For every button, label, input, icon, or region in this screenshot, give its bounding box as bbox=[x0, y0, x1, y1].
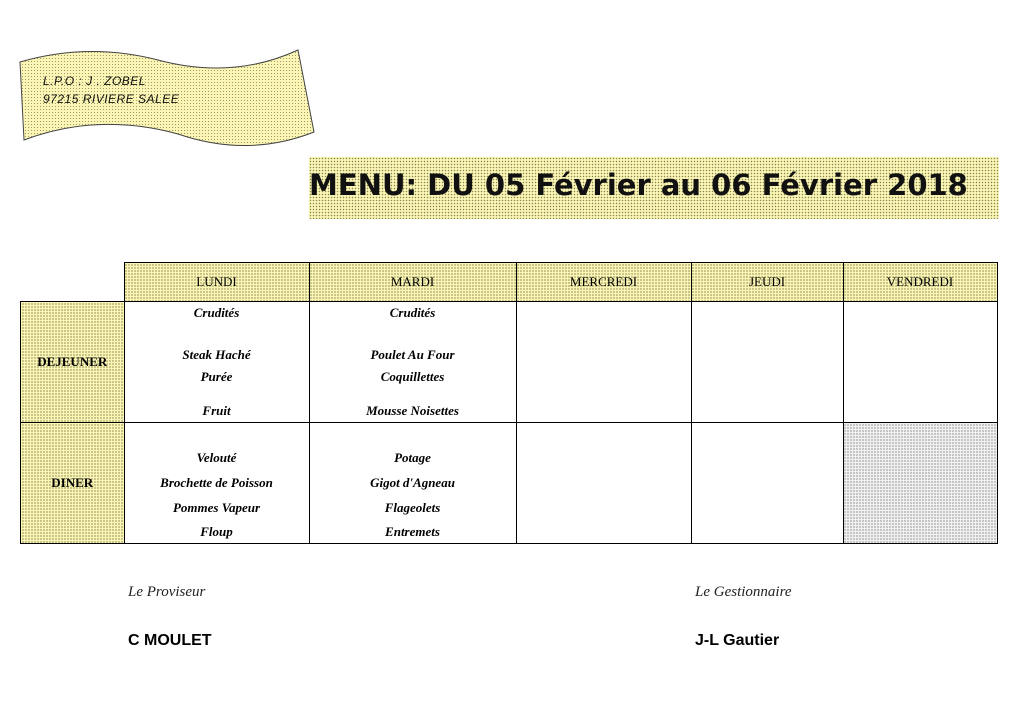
menu-cell-dejeuner-mercredi bbox=[516, 302, 691, 423]
dejeuner-row bbox=[21, 302, 998, 423]
school-banner bbox=[18, 48, 318, 148]
row-label-diner: DINER bbox=[21, 423, 125, 544]
gestionnaire-name: J-L Gautier bbox=[695, 632, 780, 649]
school-address: 97215 RIVIERE SALEE bbox=[43, 92, 180, 106]
menu-cell-diner-lundi bbox=[124, 423, 309, 544]
menu-cell-diner-mardi bbox=[309, 423, 516, 544]
menu-cell-diner-mercredi bbox=[516, 423, 691, 544]
dish: Potage bbox=[394, 450, 431, 465]
day-header-jeudi: JEUDI bbox=[691, 263, 843, 302]
dish: Brochette de Poisson bbox=[160, 475, 273, 490]
dish: Mousse Noisettes bbox=[366, 403, 459, 418]
menu-cell-dejeuner-vendredi bbox=[843, 302, 997, 423]
day-header-vendredi: VENDREDI bbox=[843, 263, 997, 302]
day-header-row bbox=[21, 263, 998, 302]
dish: Crudités bbox=[389, 305, 436, 320]
diner-row bbox=[21, 423, 998, 544]
day-header-mercredi: MERCREDI bbox=[516, 263, 691, 302]
dish: Steak Haché bbox=[182, 347, 251, 362]
menu-cell-dejeuner-lundi bbox=[124, 302, 309, 423]
dish: Crudités bbox=[193, 305, 240, 320]
day-header-lundi: LUNDI bbox=[124, 263, 309, 302]
dish: Purée bbox=[200, 369, 233, 384]
dish: Pommes Vapeur bbox=[172, 500, 261, 515]
dish: Coquillettes bbox=[380, 369, 445, 384]
dish: Flageolets bbox=[384, 500, 441, 515]
day-header-mardi: MARDI bbox=[309, 263, 516, 302]
page-title: MENU: DU 05 Février au 06 Février 2018 bbox=[309, 168, 968, 202]
row-label-dejeuner: DEJEUNER bbox=[21, 302, 125, 423]
dish: Gigot d'Agneau bbox=[370, 475, 455, 490]
dish: Entremets bbox=[385, 524, 440, 539]
proviseur-label: Le Proviseur bbox=[128, 584, 206, 600]
menu-cell-dejeuner-jeudi bbox=[691, 302, 843, 423]
dish: Fruit bbox=[202, 403, 231, 418]
menu-table bbox=[20, 262, 998, 544]
dish: Velouté bbox=[196, 450, 237, 465]
menu-cell-diner-vendredi bbox=[843, 423, 997, 544]
menu-cell-dejeuner-mardi bbox=[309, 302, 516, 423]
menu-cell-diner-jeudi bbox=[691, 423, 843, 544]
school-name: L.P.O : J . ZOBEL bbox=[43, 74, 146, 88]
dish: Floup bbox=[200, 524, 233, 539]
gestionnaire-label: Le Gestionnaire bbox=[695, 584, 792, 600]
proviseur-name: C MOULET bbox=[128, 632, 212, 649]
dish: Poulet Au Four bbox=[370, 347, 455, 362]
table-corner bbox=[21, 263, 125, 302]
